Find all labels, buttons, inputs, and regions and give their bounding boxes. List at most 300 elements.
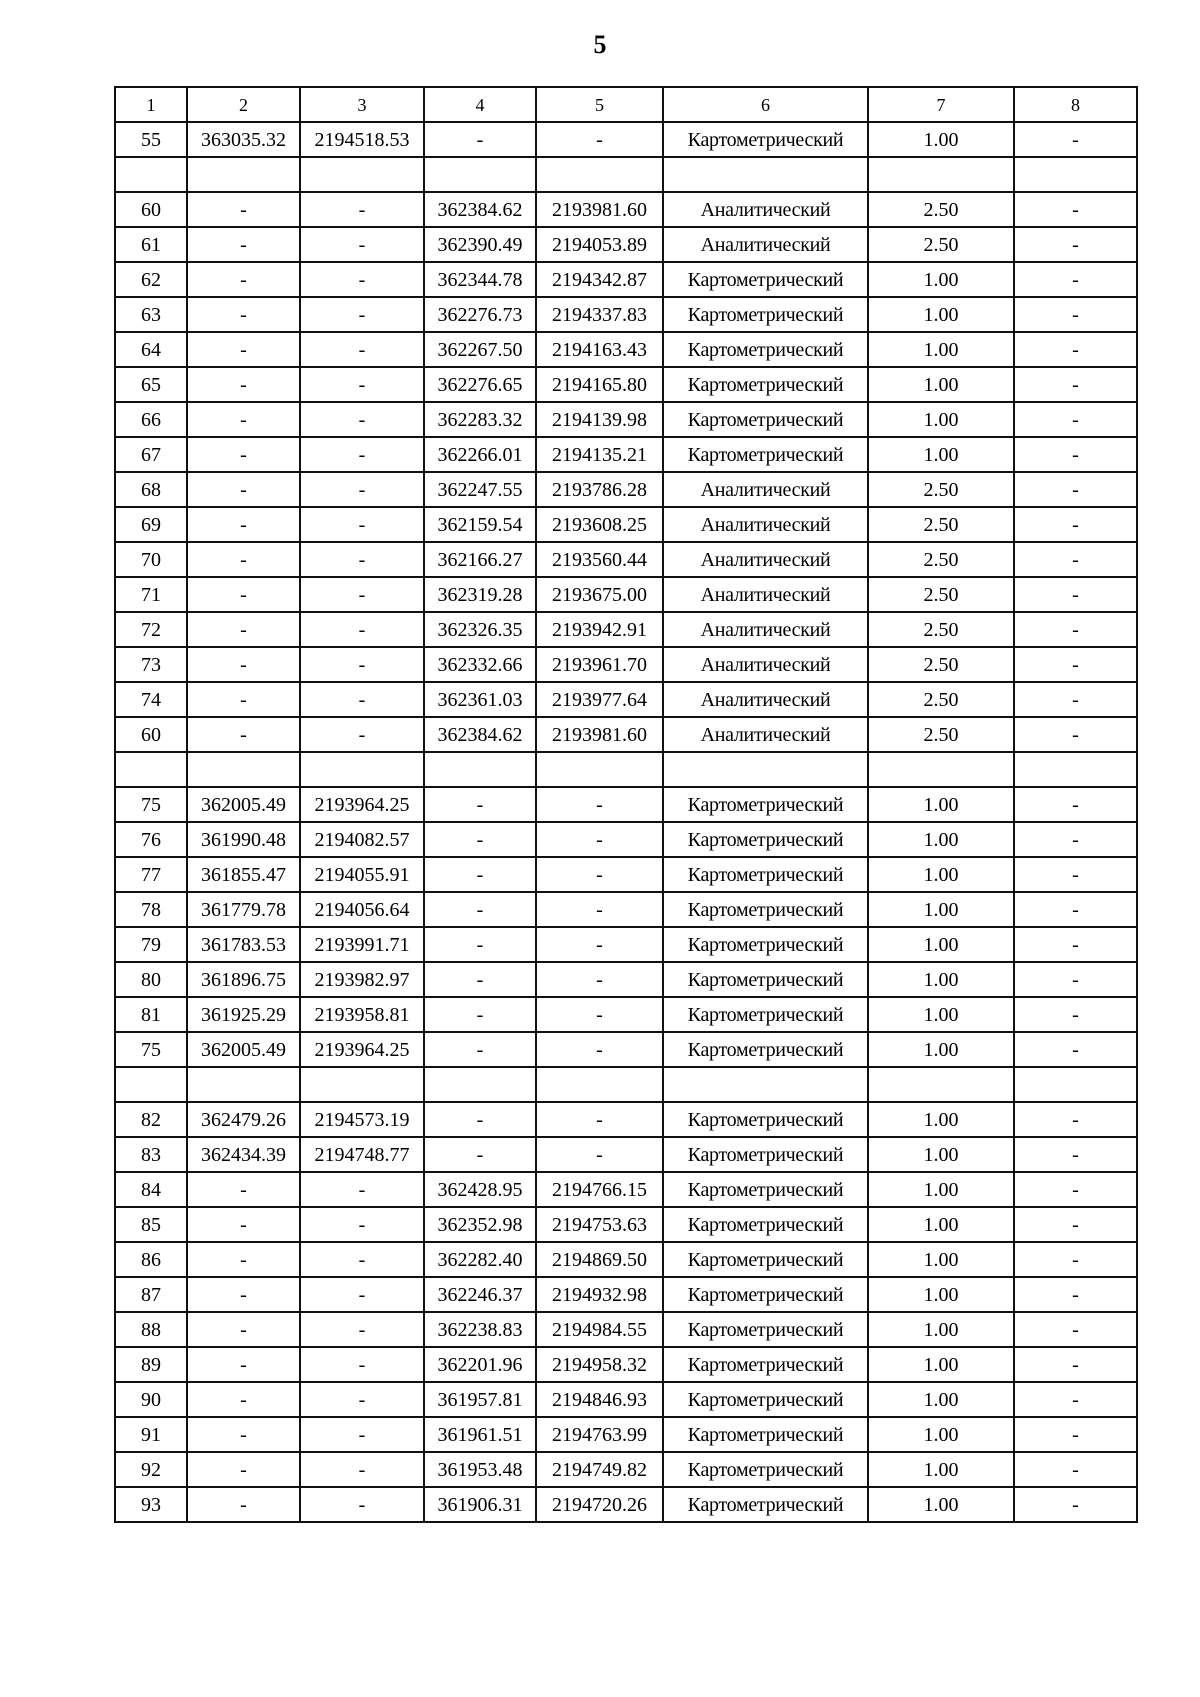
table-row <box>115 437 1137 472</box>
method-cell: Картометрический <box>663 1242 868 1277</box>
y-new-cell: 2194846.93 <box>536 1382 663 1417</box>
coordinates-table <box>114 86 1138 1523</box>
header-cell: 7 <box>868 87 1014 122</box>
method-cell: Картометрический <box>663 437 868 472</box>
method-cell: Аналитический <box>663 647 868 682</box>
point-number-cell: 90 <box>115 1382 187 1417</box>
method-cell: Картометрический <box>663 367 868 402</box>
method-cell: Картометрический <box>663 892 868 927</box>
table-row <box>115 157 1137 192</box>
method-cell: Картометрический <box>663 1487 868 1522</box>
accuracy-cell: 1.00 <box>868 1417 1014 1452</box>
note-cell: - <box>1014 822 1137 857</box>
point-number-cell: 78 <box>115 892 187 927</box>
x-new-cell <box>424 1067 536 1102</box>
note-cell: - <box>1014 787 1137 822</box>
y-old-cell: - <box>300 367 424 402</box>
x-old-cell: 361990.48 <box>187 822 300 857</box>
table-row <box>115 1137 1137 1172</box>
x-old-cell: 361896.75 <box>187 962 300 997</box>
y-old-cell: - <box>300 332 424 367</box>
x-new-cell: 362201.96 <box>424 1347 536 1382</box>
table-row <box>115 192 1137 227</box>
y-new-cell: 2193608.25 <box>536 507 663 542</box>
y-old-cell: - <box>300 1207 424 1242</box>
x-new-cell: - <box>424 997 536 1032</box>
y-new-cell <box>536 752 663 787</box>
point-number-cell: 83 <box>115 1137 187 1172</box>
x-old-cell: - <box>187 472 300 507</box>
point-number-cell: 71 <box>115 577 187 612</box>
note-cell: - <box>1014 297 1137 332</box>
table-row <box>115 262 1137 297</box>
y-new-cell: 2194984.55 <box>536 1312 663 1347</box>
y-new-cell: 2194720.26 <box>536 1487 663 1522</box>
note-cell: - <box>1014 577 1137 612</box>
accuracy-cell <box>868 157 1014 192</box>
accuracy-cell: 2.50 <box>868 682 1014 717</box>
note-cell: - <box>1014 612 1137 647</box>
point-number-cell: 55 <box>115 122 187 157</box>
y-old-cell: - <box>300 1382 424 1417</box>
accuracy-cell: 1.00 <box>868 1382 1014 1417</box>
table-row <box>115 1242 1137 1277</box>
point-number-cell: 73 <box>115 647 187 682</box>
method-cell: Аналитический <box>663 192 868 227</box>
x-old-cell: - <box>187 717 300 752</box>
method-cell: Картометрический <box>663 787 868 822</box>
x-new-cell: 362246.37 <box>424 1277 536 1312</box>
note-cell: - <box>1014 717 1137 752</box>
table-row <box>115 542 1137 577</box>
method-cell <box>663 157 868 192</box>
y-old-cell: 2193958.81 <box>300 997 424 1032</box>
x-new-cell: 362276.73 <box>424 297 536 332</box>
y-new-cell: - <box>536 857 663 892</box>
method-cell: Картометрический <box>663 1102 868 1137</box>
point-number-cell: 76 <box>115 822 187 857</box>
y-old-cell: - <box>300 472 424 507</box>
x-old-cell: - <box>187 1312 300 1347</box>
method-cell: Картометрический <box>663 997 868 1032</box>
accuracy-cell: 2.50 <box>868 472 1014 507</box>
page-number: 5 <box>593 30 607 59</box>
accuracy-cell: 2.50 <box>868 647 1014 682</box>
accuracy-cell: 1.00 <box>868 1172 1014 1207</box>
accuracy-cell: 1.00 <box>868 892 1014 927</box>
x-new-cell: 362352.98 <box>424 1207 536 1242</box>
header-cell: 6 <box>663 87 868 122</box>
point-number-cell: 72 <box>115 612 187 647</box>
y-old-cell: - <box>300 1277 424 1312</box>
y-old-cell <box>300 157 424 192</box>
y-old-cell <box>300 1067 424 1102</box>
note-cell: - <box>1014 1417 1137 1452</box>
y-old-cell: - <box>300 1172 424 1207</box>
y-old-cell: 2194056.64 <box>300 892 424 927</box>
y-new-cell: 2193981.60 <box>536 192 663 227</box>
table-row <box>115 1452 1137 1487</box>
y-new-cell: 2194139.98 <box>536 402 663 437</box>
accuracy-cell: 2.50 <box>868 227 1014 262</box>
y-old-cell: - <box>300 682 424 717</box>
x-old-cell: - <box>187 542 300 577</box>
point-number-cell <box>115 752 187 787</box>
table-row <box>115 1067 1137 1102</box>
point-number-cell: 61 <box>115 227 187 262</box>
y-new-cell: 2194337.83 <box>536 297 663 332</box>
point-number-cell: 85 <box>115 1207 187 1242</box>
accuracy-cell: 2.50 <box>868 577 1014 612</box>
table-row <box>115 367 1137 402</box>
y-new-cell: 2194749.82 <box>536 1452 663 1487</box>
table-row <box>115 1487 1137 1522</box>
accuracy-cell: 1.00 <box>868 1312 1014 1347</box>
note-cell: - <box>1014 892 1137 927</box>
table-row <box>115 682 1137 717</box>
method-cell: Картометрический <box>663 822 868 857</box>
table-row <box>115 1102 1137 1137</box>
point-number-cell: 86 <box>115 1242 187 1277</box>
point-number-cell: 67 <box>115 437 187 472</box>
accuracy-cell: 2.50 <box>868 507 1014 542</box>
table-row <box>115 647 1137 682</box>
point-number-cell: 87 <box>115 1277 187 1312</box>
point-number-cell: 92 <box>115 1452 187 1487</box>
point-number-cell: 75 <box>115 1032 187 1067</box>
table-row <box>115 122 1137 157</box>
x-old-cell: - <box>187 332 300 367</box>
method-cell: Аналитический <box>663 472 868 507</box>
y-new-cell: 2193977.64 <box>536 682 663 717</box>
method-cell: Картометрический <box>663 1172 868 1207</box>
method-cell: Аналитический <box>663 577 868 612</box>
point-number-cell: 74 <box>115 682 187 717</box>
table-row <box>115 752 1137 787</box>
note-cell: - <box>1014 192 1137 227</box>
x-new-cell: - <box>424 122 536 157</box>
accuracy-cell: 1.00 <box>868 787 1014 822</box>
x-old-cell: - <box>187 1172 300 1207</box>
y-old-cell: - <box>300 717 424 752</box>
x-new-cell <box>424 752 536 787</box>
y-new-cell: - <box>536 787 663 822</box>
x-old-cell: 361855.47 <box>187 857 300 892</box>
point-number-cell: 88 <box>115 1312 187 1347</box>
table-row <box>115 787 1137 822</box>
y-new-cell: 2194958.32 <box>536 1347 663 1382</box>
note-cell: - <box>1014 1277 1137 1312</box>
table-row <box>115 507 1137 542</box>
method-cell: Картометрический <box>663 1277 868 1312</box>
x-old-cell: - <box>187 1277 300 1312</box>
accuracy-cell: 1.00 <box>868 437 1014 472</box>
x-old-cell: - <box>187 507 300 542</box>
y-old-cell: 2194518.53 <box>300 122 424 157</box>
point-number-cell: 64 <box>115 332 187 367</box>
y-new-cell: - <box>536 1102 663 1137</box>
y-new-cell: 2194753.63 <box>536 1207 663 1242</box>
table-row <box>115 962 1137 997</box>
note-cell: - <box>1014 1032 1137 1067</box>
y-old-cell: - <box>300 402 424 437</box>
note-cell: - <box>1014 1382 1137 1417</box>
y-new-cell: - <box>536 822 663 857</box>
table-row <box>115 1417 1137 1452</box>
note-cell: - <box>1014 542 1137 577</box>
y-old-cell: 2194573.19 <box>300 1102 424 1137</box>
y-new-cell: 2193560.44 <box>536 542 663 577</box>
table-body <box>115 87 1137 1522</box>
y-new-cell: - <box>536 1032 663 1067</box>
point-number-cell: 68 <box>115 472 187 507</box>
point-number-cell: 69 <box>115 507 187 542</box>
y-old-cell: 2194082.57 <box>300 822 424 857</box>
header-cell: 3 <box>300 87 424 122</box>
method-cell: Картометрический <box>663 297 868 332</box>
y-old-cell: - <box>300 577 424 612</box>
y-old-cell: - <box>300 262 424 297</box>
y-new-cell: 2193981.60 <box>536 717 663 752</box>
header-cell: 8 <box>1014 87 1137 122</box>
x-old-cell: - <box>187 577 300 612</box>
x-old-cell: 362434.39 <box>187 1137 300 1172</box>
x-new-cell: 362282.40 <box>424 1242 536 1277</box>
table-row <box>115 1312 1137 1347</box>
accuracy-cell: 1.00 <box>868 997 1014 1032</box>
x-new-cell: 362332.66 <box>424 647 536 682</box>
x-new-cell: - <box>424 962 536 997</box>
note-cell: - <box>1014 1312 1137 1347</box>
y-old-cell: 2193982.97 <box>300 962 424 997</box>
x-old-cell <box>187 1067 300 1102</box>
x-old-cell: - <box>187 367 300 402</box>
method-cell: Аналитический <box>663 682 868 717</box>
note-cell: - <box>1014 437 1137 472</box>
note-cell <box>1014 1067 1137 1102</box>
y-new-cell: 2193675.00 <box>536 577 663 612</box>
accuracy-cell: 2.50 <box>868 542 1014 577</box>
x-new-cell: 362428.95 <box>424 1172 536 1207</box>
y-new-cell: 2194135.21 <box>536 437 663 472</box>
x-new-cell: 362266.01 <box>424 437 536 472</box>
accuracy-cell: 1.00 <box>868 1277 1014 1312</box>
y-new-cell: 2194342.87 <box>536 262 663 297</box>
x-new-cell: - <box>424 822 536 857</box>
x-new-cell: - <box>424 1102 536 1137</box>
x-new-cell: 362238.83 <box>424 1312 536 1347</box>
x-new-cell: 362283.32 <box>424 402 536 437</box>
point-number-cell: 82 <box>115 1102 187 1137</box>
note-cell: - <box>1014 122 1137 157</box>
x-new-cell: 362166.27 <box>424 542 536 577</box>
x-old-cell: - <box>187 612 300 647</box>
table-row <box>115 297 1137 332</box>
method-cell: Картометрический <box>663 1032 868 1067</box>
x-new-cell <box>424 157 536 192</box>
x-new-cell: - <box>424 857 536 892</box>
accuracy-cell: 2.50 <box>868 192 1014 227</box>
accuracy-cell: 1.00 <box>868 332 1014 367</box>
x-old-cell: - <box>187 1452 300 1487</box>
method-cell <box>663 1067 868 1102</box>
method-cell: Картометрический <box>663 332 868 367</box>
y-old-cell: - <box>300 507 424 542</box>
note-cell: - <box>1014 227 1137 262</box>
y-new-cell: 2194053.89 <box>536 227 663 262</box>
y-new-cell: - <box>536 1137 663 1172</box>
accuracy-cell <box>868 752 1014 787</box>
method-cell: Аналитический <box>663 717 868 752</box>
y-new-cell: - <box>536 122 663 157</box>
y-old-cell: 2193964.25 <box>300 787 424 822</box>
method-cell: Картометрический <box>663 962 868 997</box>
note-cell: - <box>1014 1452 1137 1487</box>
accuracy-cell: 1.00 <box>868 1242 1014 1277</box>
accuracy-cell: 2.50 <box>868 612 1014 647</box>
y-old-cell: - <box>300 1452 424 1487</box>
note-cell <box>1014 752 1137 787</box>
accuracy-cell: 1.00 <box>868 1487 1014 1522</box>
y-old-cell: - <box>300 542 424 577</box>
x-old-cell: - <box>187 1242 300 1277</box>
accuracy-cell: 1.00 <box>868 857 1014 892</box>
accuracy-cell: 1.00 <box>868 927 1014 962</box>
table-row <box>115 332 1137 367</box>
method-cell: Картометрический <box>663 402 868 437</box>
accuracy-cell: 1.00 <box>868 262 1014 297</box>
table-row <box>115 227 1137 262</box>
y-new-cell: 2193961.70 <box>536 647 663 682</box>
method-cell: Картометрический <box>663 1452 868 1487</box>
method-cell: Картометрический <box>663 927 868 962</box>
y-old-cell: - <box>300 612 424 647</box>
x-new-cell: 362247.55 <box>424 472 536 507</box>
note-cell: - <box>1014 402 1137 437</box>
point-number-cell: 65 <box>115 367 187 402</box>
y-old-cell: - <box>300 1417 424 1452</box>
point-number-cell: 89 <box>115 1347 187 1382</box>
note-cell: - <box>1014 1242 1137 1277</box>
method-cell: Аналитический <box>663 507 868 542</box>
y-old-cell: 2194055.91 <box>300 857 424 892</box>
method-cell: Картометрический <box>663 262 868 297</box>
point-number-cell: 60 <box>115 717 187 752</box>
y-new-cell: 2194869.50 <box>536 1242 663 1277</box>
note-cell: - <box>1014 332 1137 367</box>
note-cell: - <box>1014 997 1137 1032</box>
method-cell: Картометрический <box>663 122 868 157</box>
accuracy-cell: 1.00 <box>868 822 1014 857</box>
method-cell: Картометрический <box>663 1312 868 1347</box>
method-cell: Картометрический <box>663 1207 868 1242</box>
y-new-cell <box>536 157 663 192</box>
x-old-cell: 361925.29 <box>187 997 300 1032</box>
point-number-cell: 63 <box>115 297 187 332</box>
y-old-cell: - <box>300 1312 424 1347</box>
point-number-cell: 60 <box>115 192 187 227</box>
y-new-cell: 2194165.80 <box>536 367 663 402</box>
y-old-cell: - <box>300 1347 424 1382</box>
x-old-cell: - <box>187 192 300 227</box>
y-new-cell: 2193786.28 <box>536 472 663 507</box>
x-new-cell: - <box>424 787 536 822</box>
point-number-cell: 91 <box>115 1417 187 1452</box>
accuracy-cell: 1.00 <box>868 1207 1014 1242</box>
accuracy-cell: 1.00 <box>868 1137 1014 1172</box>
point-number-cell: 66 <box>115 402 187 437</box>
table-row <box>115 1382 1137 1417</box>
note-cell: - <box>1014 962 1137 997</box>
point-number-cell: 84 <box>115 1172 187 1207</box>
accuracy-cell: 1.00 <box>868 1347 1014 1382</box>
x-new-cell: 361906.31 <box>424 1487 536 1522</box>
accuracy-cell: 1.00 <box>868 122 1014 157</box>
table-row <box>115 997 1137 1032</box>
table-row <box>115 927 1137 962</box>
note-cell: - <box>1014 472 1137 507</box>
y-old-cell: - <box>300 437 424 472</box>
y-new-cell: - <box>536 927 663 962</box>
accuracy-cell: 1.00 <box>868 1102 1014 1137</box>
note-cell: - <box>1014 1172 1137 1207</box>
x-new-cell: 362390.49 <box>424 227 536 262</box>
x-old-cell: - <box>187 647 300 682</box>
note-cell <box>1014 157 1137 192</box>
x-new-cell: 362159.54 <box>424 507 536 542</box>
x-new-cell: - <box>424 892 536 927</box>
point-number-cell: 80 <box>115 962 187 997</box>
x-new-cell: 362319.28 <box>424 577 536 612</box>
table-row <box>115 717 1137 752</box>
x-old-cell: 362005.49 <box>187 787 300 822</box>
note-cell: - <box>1014 367 1137 402</box>
x-new-cell: - <box>424 1032 536 1067</box>
table-row <box>115 1032 1137 1067</box>
y-old-cell: - <box>300 1242 424 1277</box>
x-old-cell: - <box>187 1487 300 1522</box>
x-new-cell: 362276.65 <box>424 367 536 402</box>
x-new-cell: 361953.48 <box>424 1452 536 1487</box>
y-new-cell: - <box>536 892 663 927</box>
y-new-cell: 2194163.43 <box>536 332 663 367</box>
y-old-cell: 2193964.25 <box>300 1032 424 1067</box>
table-row <box>115 402 1137 437</box>
method-cell: Картометрический <box>663 1137 868 1172</box>
note-cell: - <box>1014 1102 1137 1137</box>
x-new-cell: 362326.35 <box>424 612 536 647</box>
table-row <box>115 892 1137 927</box>
x-new-cell: 362384.62 <box>424 717 536 752</box>
note-cell: - <box>1014 927 1137 962</box>
table-row <box>115 1347 1137 1382</box>
accuracy-cell: 1.00 <box>868 1452 1014 1487</box>
x-old-cell: 362479.26 <box>187 1102 300 1137</box>
method-cell: Аналитический <box>663 227 868 262</box>
x-old-cell: - <box>187 1417 300 1452</box>
method-cell: Картометрический <box>663 857 868 892</box>
x-new-cell: 362361.03 <box>424 682 536 717</box>
table-row <box>115 577 1137 612</box>
y-new-cell: 2194763.99 <box>536 1417 663 1452</box>
table-row <box>115 1277 1137 1312</box>
point-number-cell: 81 <box>115 997 187 1032</box>
accuracy-cell: 1.00 <box>868 367 1014 402</box>
header-cell: 5 <box>536 87 663 122</box>
method-cell: Аналитический <box>663 612 868 647</box>
accuracy-cell: 1.00 <box>868 962 1014 997</box>
x-old-cell <box>187 157 300 192</box>
